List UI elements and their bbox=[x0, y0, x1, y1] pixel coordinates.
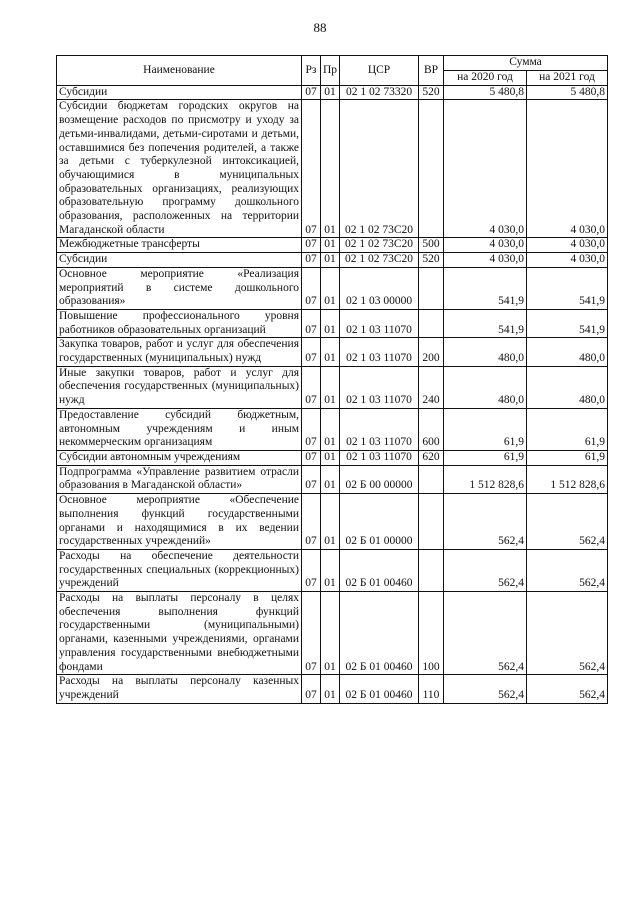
table-row bbox=[57, 465, 608, 493]
row-csr: 02 1 02 73320 bbox=[340, 85, 419, 100]
row-pr: 01 bbox=[321, 465, 340, 493]
row-csr: 02 1 03 11070 bbox=[340, 450, 419, 465]
row-sum-2020: 4 030,0 bbox=[444, 100, 527, 238]
row-rz: 07 bbox=[302, 675, 321, 703]
row-sum-2021: 5 480,8 bbox=[527, 85, 608, 100]
row-pr: 01 bbox=[321, 494, 340, 550]
row-vr: 620 bbox=[419, 450, 444, 465]
header-pr: Пр bbox=[321, 56, 340, 86]
table-row bbox=[57, 592, 608, 675]
row-name: Повышение профессионального уровня работников образовательных организаций bbox=[57, 309, 302, 337]
row-pr: 01 bbox=[321, 408, 340, 450]
row-rz: 07 bbox=[302, 549, 321, 591]
row-csr: 02 1 02 73С20 bbox=[340, 100, 419, 238]
row-csr: 02 Б 01 00460 bbox=[340, 675, 419, 703]
row-pr: 01 bbox=[321, 85, 340, 100]
row-csr: 02 Б 01 00460 bbox=[340, 592, 419, 675]
row-rz: 07 bbox=[302, 592, 321, 675]
row-rz: 07 bbox=[302, 309, 321, 337]
header-2020: на 2020 год bbox=[444, 71, 527, 86]
row-sum-2021: 541,9 bbox=[527, 309, 608, 337]
row-rz: 07 bbox=[302, 408, 321, 450]
row-rz: 07 bbox=[302, 465, 321, 493]
row-pr: 01 bbox=[321, 253, 340, 268]
row-sum-2021: 4 030,0 bbox=[527, 100, 608, 238]
row-pr: 01 bbox=[321, 100, 340, 238]
row-vr bbox=[419, 494, 444, 550]
row-sum-2021: 562,4 bbox=[527, 675, 608, 703]
row-sum-2020: 562,4 bbox=[444, 675, 527, 703]
row-vr: 240 bbox=[419, 366, 444, 408]
row-sum-2021: 562,4 bbox=[527, 549, 608, 591]
row-name: Основное мероприятие «Реализация мероприятий в системе дошкольного образования» bbox=[57, 267, 302, 309]
row-pr: 01 bbox=[321, 267, 340, 309]
row-pr: 01 bbox=[321, 592, 340, 675]
row-vr: 500 bbox=[419, 238, 444, 253]
row-rz: 07 bbox=[302, 494, 321, 550]
row-sum-2020: 541,9 bbox=[444, 309, 527, 337]
row-csr: 02 1 02 73С20 bbox=[340, 238, 419, 253]
row-vr bbox=[419, 100, 444, 238]
row-vr: 520 bbox=[419, 85, 444, 100]
row-rz: 07 bbox=[302, 85, 321, 100]
row-sum-2021: 562,4 bbox=[527, 494, 608, 550]
table-row bbox=[57, 549, 608, 591]
row-sum-2021: 4 030,0 bbox=[527, 238, 608, 253]
table-row bbox=[57, 85, 608, 100]
row-sum-2020: 480,0 bbox=[444, 338, 527, 366]
row-sum-2021: 541,9 bbox=[527, 267, 608, 309]
page-number: 88 bbox=[313, 20, 327, 35]
row-sum-2020: 61,9 bbox=[444, 408, 527, 450]
table-body bbox=[57, 85, 608, 703]
row-vr bbox=[419, 549, 444, 591]
row-name: Основное мероприятие «Обеспечение выполнения функций государственными органами и находящимися в их ведении государственных учреждений» bbox=[57, 494, 302, 550]
row-vr: 600 bbox=[419, 408, 444, 450]
row-csr: 02 1 03 11070 bbox=[340, 309, 419, 337]
row-rz: 07 bbox=[302, 100, 321, 238]
row-name: Субсидии bbox=[57, 253, 302, 268]
row-csr: 02 Б 01 00000 bbox=[340, 494, 419, 550]
row-name: Расходы на выплаты персоналу в целях обеспечения выполнения функций государственными (муниципальными) органами, казенными учреждениями, органами управления государственными внебюджетными фондами bbox=[57, 592, 302, 675]
header-vr: ВР bbox=[419, 56, 444, 86]
row-name: Расходы на выплаты персоналу казенных учреждений bbox=[57, 675, 302, 703]
table-row bbox=[57, 100, 608, 238]
row-sum-2020: 562,4 bbox=[444, 549, 527, 591]
row-sum-2021: 480,0 bbox=[527, 366, 608, 408]
table-row bbox=[57, 253, 608, 268]
table-row bbox=[57, 675, 608, 703]
row-vr bbox=[419, 309, 444, 337]
row-pr: 01 bbox=[321, 366, 340, 408]
row-sum-2021: 61,9 bbox=[527, 408, 608, 450]
row-sum-2020: 480,0 bbox=[444, 366, 527, 408]
row-sum-2020: 1 512 828,6 bbox=[444, 465, 527, 493]
header-rz: Рз bbox=[302, 56, 321, 86]
row-rz: 07 bbox=[302, 253, 321, 268]
row-vr bbox=[419, 267, 444, 309]
table-row bbox=[57, 366, 608, 408]
row-sum-2020: 4 030,0 bbox=[444, 238, 527, 253]
table-row bbox=[57, 338, 608, 366]
row-vr: 110 bbox=[419, 675, 444, 703]
row-sum-2020: 562,4 bbox=[444, 494, 527, 550]
row-sum-2020: 61,9 bbox=[444, 450, 527, 465]
row-name: Иные закупки товаров, работ и услуг для обеспечения государственных (муниципальных) нужд bbox=[57, 366, 302, 408]
row-sum-2021: 1 512 828,6 bbox=[527, 465, 608, 493]
row-rz: 07 bbox=[302, 450, 321, 465]
header-csr: ЦСР bbox=[340, 56, 419, 86]
row-name: Предоставление субсидий бюджетным, автономным учреждениям и иным некоммерческим организациям bbox=[57, 408, 302, 450]
row-pr: 01 bbox=[321, 309, 340, 337]
row-name: Субсидии бюджетам городских округов на возмещение расходов по присмотру и уходу за детьми-инвалидами, детьми-сиротами и детьми, оставшимися без попечения родителей, а также за детьми с туберкулезной интоксикацией, обучающимися в муниципальных образовательных организациях, реализующих образовательную программу дошкольного образования, расположенных на территории Магаданской области bbox=[57, 100, 302, 238]
budget-table bbox=[56, 55, 608, 704]
row-sum-2020: 562,4 bbox=[444, 592, 527, 675]
row-csr: 02 Б 00 00000 bbox=[340, 465, 419, 493]
row-csr: 02 1 02 73С20 bbox=[340, 253, 419, 268]
table-row bbox=[57, 494, 608, 550]
row-rz: 07 bbox=[302, 238, 321, 253]
row-pr: 01 bbox=[321, 675, 340, 703]
row-sum-2020: 541,9 bbox=[444, 267, 527, 309]
row-sum-2021: 562,4 bbox=[527, 592, 608, 675]
row-rz: 07 bbox=[302, 338, 321, 366]
row-sum-2020: 4 030,0 bbox=[444, 253, 527, 268]
row-vr: 100 bbox=[419, 592, 444, 675]
row-csr: 02 1 03 00000 bbox=[340, 267, 419, 309]
header-2021: на 2021 год bbox=[527, 71, 608, 86]
row-csr: 02 1 03 11070 bbox=[340, 338, 419, 366]
row-pr: 01 bbox=[321, 338, 340, 366]
row-csr: 02 1 03 11070 bbox=[340, 408, 419, 450]
table-row bbox=[57, 408, 608, 450]
table-row bbox=[57, 267, 608, 309]
row-sum-2021: 480,0 bbox=[527, 338, 608, 366]
row-name: Субсидии bbox=[57, 85, 302, 100]
row-name: Подпрограмма «Управление развитием отрасли образования в Магаданской области» bbox=[57, 465, 302, 493]
row-sum-2020: 5 480,8 bbox=[444, 85, 527, 100]
table-row bbox=[57, 238, 608, 253]
header-name: Наименование bbox=[57, 56, 302, 86]
row-csr: 02 1 03 11070 bbox=[340, 366, 419, 408]
table-row bbox=[57, 450, 608, 465]
row-pr: 01 bbox=[321, 450, 340, 465]
row-pr: 01 bbox=[321, 549, 340, 591]
row-csr: 02 Б 01 00460 bbox=[340, 549, 419, 591]
row-rz: 07 bbox=[302, 267, 321, 309]
row-name: Расходы на обеспечение деятельности государственных специальных (коррекционных) учреждений bbox=[57, 549, 302, 591]
row-name: Межбюджетные трансферты bbox=[57, 238, 302, 253]
row-vr bbox=[419, 465, 444, 493]
header-sum: Сумма bbox=[444, 56, 608, 71]
row-vr: 200 bbox=[419, 338, 444, 366]
row-pr: 01 bbox=[321, 238, 340, 253]
row-sum-2021: 4 030,0 bbox=[527, 253, 608, 268]
row-rz: 07 bbox=[302, 366, 321, 408]
row-name: Субсидии автономным учреждениям bbox=[57, 450, 302, 465]
row-sum-2021: 61,9 bbox=[527, 450, 608, 465]
row-vr: 520 bbox=[419, 253, 444, 268]
row-name: Закупка товаров, работ и услуг для обеспечения государственных (муниципальных) нужд bbox=[57, 338, 302, 366]
table-row bbox=[57, 309, 608, 337]
